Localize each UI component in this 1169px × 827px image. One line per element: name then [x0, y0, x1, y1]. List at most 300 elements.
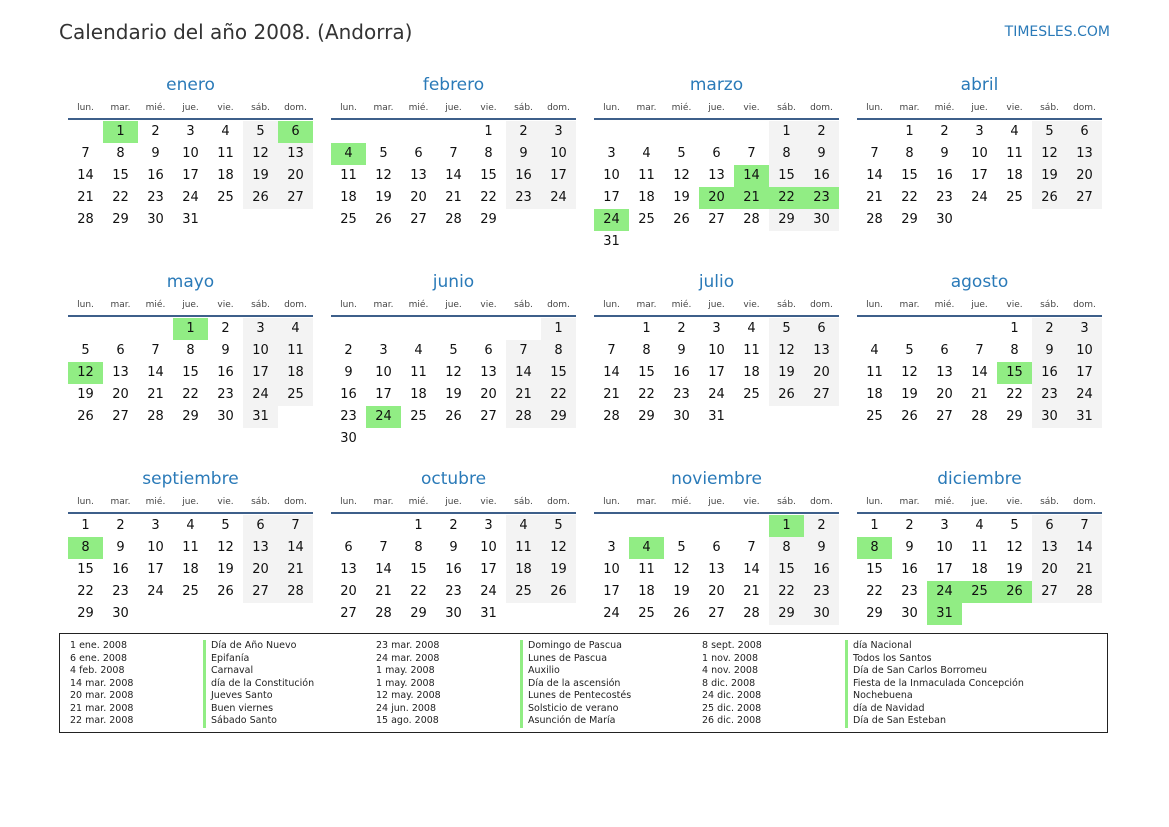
day-cell: 5	[449, 343, 458, 358]
holiday-day-cell: 24	[594, 209, 629, 231]
day-cell: 2	[449, 518, 458, 533]
day-cell: 29	[182, 409, 199, 424]
holiday-day-cell: 22	[769, 187, 804, 209]
holiday-day-cell: 26	[997, 581, 1032, 603]
weekday-label: sáb.	[514, 497, 533, 507]
day-cell: 3	[151, 518, 160, 533]
day-cell: 29	[866, 606, 883, 621]
legend-date: 24 dic. 2008	[702, 690, 762, 701]
legend-holiday-name: Domingo de Pascua	[520, 640, 631, 653]
day-cell: 12	[445, 365, 462, 380]
day-cell: 20	[708, 584, 725, 599]
day-cell: 6	[243, 515, 278, 537]
day-cell: 8	[116, 146, 125, 161]
weekday-header	[68, 492, 313, 514]
weekday-label: vie.	[743, 497, 760, 507]
weekday-label: mar.	[636, 300, 657, 310]
day-cell: 8	[769, 143, 804, 165]
weekday-label: sáb.	[777, 103, 796, 113]
weekday-label: mié.	[145, 497, 166, 507]
day-cell: 5	[379, 146, 388, 161]
day-cell: 4	[975, 518, 984, 533]
day-cell: 18	[638, 584, 655, 599]
holiday-day-cell: 12	[68, 362, 103, 384]
day-cell: 15	[769, 165, 804, 187]
month-name: febrero	[422, 75, 485, 95]
weekday-label: sáb.	[514, 300, 533, 310]
month-name: agosto	[950, 272, 1009, 292]
day-cell: 18	[638, 190, 655, 205]
day-cell: 30	[804, 603, 839, 625]
day-cell: 16	[340, 387, 357, 402]
empty-cell	[366, 318, 401, 340]
day-cell: 26	[243, 187, 278, 209]
day-cell: 7	[607, 343, 616, 358]
weekday-header	[331, 492, 576, 514]
holiday-day-cell: 6	[278, 121, 313, 143]
day-cell: 12	[901, 365, 918, 380]
day-cell: 18	[866, 387, 883, 402]
day-cell: 28	[77, 212, 94, 227]
brand-link[interactable]: TIMESLES.COM	[1004, 24, 1110, 40]
day-cell: 26	[445, 409, 462, 424]
day-cell: 29	[410, 606, 427, 621]
legend-date: 26 dic. 2008	[702, 715, 762, 726]
day-cell: 9	[221, 343, 230, 358]
weekday-header	[68, 98, 313, 120]
legend-date: 21 mar. 2008	[70, 702, 134, 714]
holiday-day-cell: 23	[804, 187, 839, 209]
legend-date-column	[70, 640, 133, 728]
day-cell: 30	[804, 209, 839, 231]
day-grid	[857, 318, 1102, 428]
weekday-label: dom.	[547, 103, 570, 113]
day-cell: 6	[414, 146, 423, 161]
weekday-label: mar.	[373, 103, 394, 113]
day-cell: 15	[112, 168, 129, 183]
weekday-label: jue.	[971, 103, 988, 113]
weekday-label: dom.	[810, 103, 833, 113]
day-cell: 3	[712, 321, 721, 336]
day-cell: 4	[414, 343, 423, 358]
empty-cell	[138, 318, 173, 340]
empty-cell	[401, 318, 436, 340]
weekday-label: dom.	[547, 300, 570, 310]
day-cell: 16	[506, 165, 541, 187]
day-cell: 13	[708, 168, 725, 183]
day-cell: 6	[712, 540, 721, 555]
day-cell: 13	[708, 562, 725, 577]
month-name: enero	[166, 75, 215, 95]
day-cell: 9	[116, 540, 125, 555]
month-name: octubre	[420, 469, 487, 489]
legend-holiday-name: Asunción de María	[520, 715, 631, 728]
day-cell: 6	[712, 146, 721, 161]
day-grid	[857, 515, 1102, 625]
weekday-label: sáb.	[251, 300, 270, 310]
day-cell: 28	[743, 212, 760, 227]
month-name: junio	[432, 272, 475, 292]
legend-holiday-name: Nochebuena	[845, 690, 1024, 703]
empty-cell	[857, 121, 892, 143]
day-cell: 7	[81, 146, 90, 161]
day-grid	[68, 121, 313, 231]
day-cell: 14	[971, 365, 988, 380]
day-cell: 14	[445, 168, 462, 183]
weekday-label: mar.	[373, 497, 394, 507]
month-julio	[594, 269, 839, 466]
day-cell: 2	[116, 518, 125, 533]
day-cell: 14	[866, 168, 883, 183]
weekday-label: mié.	[408, 300, 429, 310]
day-cell: 6	[1032, 515, 1067, 537]
empty-cell	[594, 121, 629, 143]
empty-cell	[366, 121, 401, 143]
weekday-label: mié.	[934, 103, 955, 113]
day-cell: 2	[344, 343, 353, 358]
day-cell: 24	[182, 190, 199, 205]
empty-cell	[699, 515, 734, 537]
weekday-label: jue.	[445, 300, 462, 310]
empty-cell	[331, 121, 366, 143]
day-cell: 16	[217, 365, 234, 380]
holiday-legend	[59, 633, 1108, 733]
day-cell: 8	[414, 540, 423, 555]
day-cell: 20	[278, 165, 313, 187]
legend-date: 4 nov. 2008	[702, 665, 758, 676]
day-cell: 22	[541, 384, 576, 406]
day-cell: 27	[480, 409, 497, 424]
month-junio	[331, 269, 576, 466]
legend-name-column	[203, 640, 314, 728]
day-cell: 12	[1032, 143, 1067, 165]
day-cell: 12	[1006, 540, 1023, 555]
weekday-label: lun.	[603, 300, 620, 310]
day-cell: 27	[112, 409, 129, 424]
day-cell: 6	[344, 540, 353, 555]
day-cell: 3	[379, 343, 388, 358]
legend-holiday-name: Epifanía	[203, 653, 314, 666]
day-cell: 29	[480, 212, 497, 227]
day-cell: 17	[147, 562, 164, 577]
empty-cell	[401, 121, 436, 143]
day-cell: 21	[866, 190, 883, 205]
empty-cell	[68, 318, 103, 340]
day-cell: 17	[603, 190, 620, 205]
day-cell: 3	[1067, 318, 1102, 340]
day-cell: 15	[480, 168, 497, 183]
day-cell: 25	[638, 212, 655, 227]
day-cell: 13	[936, 365, 953, 380]
weekday-label: vie.	[1006, 103, 1023, 113]
day-cell: 7	[975, 343, 984, 358]
legend-holiday-name: Solsticio de verano	[520, 703, 631, 716]
holiday-day-cell: 14	[734, 165, 769, 187]
legend-holiday-name: Lunes de Pentecostés	[520, 690, 631, 703]
day-cell: 15	[410, 562, 427, 577]
day-cell: 1	[642, 321, 651, 336]
day-cell: 13	[243, 537, 278, 559]
day-cell: 7	[747, 540, 756, 555]
legend-date: 12 may. 2008	[376, 690, 441, 701]
month-name: mayo	[166, 272, 215, 292]
day-cell: 17	[541, 165, 576, 187]
day-cell: 3	[940, 518, 949, 533]
holiday-day-cell: 25	[962, 581, 997, 603]
legend-holiday-name: Carnaval	[203, 665, 314, 678]
day-cell: 30	[901, 606, 918, 621]
day-cell: 21	[77, 190, 94, 205]
day-cell: 13	[1032, 537, 1067, 559]
day-cell: 17	[936, 562, 953, 577]
day-cell: 6	[804, 318, 839, 340]
legend-date: 24 mar. 2008	[376, 652, 440, 664]
day-cell: 5	[1010, 518, 1019, 533]
empty-cell	[436, 121, 471, 143]
day-cell: 22	[1006, 387, 1023, 402]
day-cell: 28	[375, 606, 392, 621]
holiday-day-cell: 4	[629, 537, 664, 559]
day-cell: 26	[1032, 187, 1067, 209]
day-cell: 30	[1032, 406, 1067, 428]
day-cell: 25	[638, 606, 655, 621]
day-cell: 12	[375, 168, 392, 183]
legend-holiday-name: Jueves Santo	[203, 690, 314, 703]
weekday-label: mar.	[110, 300, 131, 310]
day-cell: 16	[673, 365, 690, 380]
day-grid	[594, 121, 839, 253]
day-grid	[331, 121, 576, 231]
day-cell: 4	[870, 343, 879, 358]
day-cell: 11	[182, 540, 199, 555]
weekday-label: lun.	[340, 497, 357, 507]
month-name: septiembre	[142, 469, 239, 489]
day-cell: 10	[1067, 340, 1102, 362]
day-cell: 14	[278, 537, 313, 559]
weekday-label: jue.	[708, 103, 725, 113]
day-cell: 14	[506, 362, 541, 384]
day-cell: 19	[769, 362, 804, 384]
day-cell: 17	[375, 387, 392, 402]
day-cell: 27	[243, 581, 278, 603]
day-cell: 12	[217, 540, 234, 555]
weekday-header	[857, 295, 1102, 317]
weekday-label: vie.	[217, 300, 234, 310]
day-cell: 6	[116, 343, 125, 358]
day-cell: 2	[1032, 318, 1067, 340]
day-cell: 22	[480, 190, 497, 205]
weekday-label: mar.	[899, 300, 920, 310]
weekday-header	[331, 98, 576, 120]
legend-holiday-name: día Nacional	[845, 640, 1024, 653]
day-cell: 10	[375, 365, 392, 380]
weekday-label: sáb.	[777, 300, 796, 310]
day-cell: 10	[182, 146, 199, 161]
month-name: diciembre	[937, 469, 1022, 489]
day-cell: 7	[379, 540, 388, 555]
legend-date: 14 mar. 2008	[70, 677, 134, 689]
day-cell: 23	[445, 584, 462, 599]
day-cell: 21	[971, 387, 988, 402]
day-cell: 10	[480, 540, 497, 555]
day-cell: 2	[221, 321, 230, 336]
day-cell: 23	[340, 409, 357, 424]
day-cell: 16	[804, 165, 839, 187]
day-cell: 19	[243, 165, 278, 187]
day-cell: 9	[940, 146, 949, 161]
day-cell: 18	[278, 362, 313, 384]
day-cell: 26	[375, 212, 392, 227]
day-cell: 1	[1010, 321, 1019, 336]
day-cell: 10	[603, 562, 620, 577]
day-cell: 12	[243, 143, 278, 165]
day-cell: 5	[677, 540, 686, 555]
weekday-label: dom.	[810, 497, 833, 507]
empty-cell	[892, 318, 927, 340]
day-cell: 20	[243, 559, 278, 581]
day-grid	[331, 515, 576, 625]
weekday-label: mié.	[408, 103, 429, 113]
month-agosto	[857, 269, 1102, 466]
weekday-header	[331, 295, 576, 317]
day-cell: 11	[743, 343, 760, 358]
day-cell: 28	[866, 212, 883, 227]
legend-date: 1 may. 2008	[376, 665, 435, 676]
day-cell: 28	[1067, 581, 1102, 603]
day-cell: 11	[971, 540, 988, 555]
day-cell: 23	[147, 190, 164, 205]
day-cell: 17	[480, 562, 497, 577]
empty-cell	[962, 318, 997, 340]
day-cell: 29	[638, 409, 655, 424]
day-cell: 15	[182, 365, 199, 380]
day-cell: 31	[480, 606, 497, 621]
month-name: marzo	[689, 75, 744, 95]
day-cell: 18	[1006, 168, 1023, 183]
weekday-label: mar.	[373, 300, 394, 310]
day-cell: 23	[804, 581, 839, 603]
day-cell: 8	[1010, 343, 1019, 358]
weekday-label: lun.	[866, 497, 883, 507]
day-cell: 20	[410, 190, 427, 205]
day-cell: 9	[804, 537, 839, 559]
day-cell: 17	[243, 362, 278, 384]
day-cell: 19	[673, 190, 690, 205]
legend-date: 8 dic. 2008	[702, 677, 756, 689]
weekday-label: vie.	[217, 103, 234, 113]
day-cell: 17	[182, 168, 199, 183]
day-cell: 24	[708, 387, 725, 402]
day-cell: 22	[901, 190, 918, 205]
weekday-label: mié.	[671, 300, 692, 310]
day-cell: 10	[936, 540, 953, 555]
day-cell: 29	[901, 212, 918, 227]
day-cell: 14	[603, 365, 620, 380]
day-cell: 8	[642, 343, 651, 358]
day-cell: 11	[410, 365, 427, 380]
weekday-label: lun.	[77, 103, 94, 113]
month-name: abril	[960, 75, 999, 95]
day-cell: 24	[1067, 384, 1102, 406]
day-cell: 29	[77, 606, 94, 621]
weekday-label: jue.	[445, 497, 462, 507]
day-cell: 7	[747, 146, 756, 161]
weekday-header	[594, 492, 839, 514]
legend-holiday-name: Día de San Carlos Borromeu	[845, 665, 1024, 678]
empty-cell	[734, 515, 769, 537]
day-cell: 20	[1032, 559, 1067, 581]
weekday-label: mar.	[636, 497, 657, 507]
day-cell: 26	[901, 409, 918, 424]
legend-date: 23 mar. 2008	[376, 640, 440, 651]
day-cell: 28	[278, 581, 313, 603]
day-cell: 24	[541, 187, 576, 209]
day-cell: 10	[603, 168, 620, 183]
day-cell: 1	[414, 518, 423, 533]
holiday-day-cell: 4	[331, 143, 366, 165]
day-cell: 20	[936, 387, 953, 402]
day-cell: 26	[673, 212, 690, 227]
empty-cell	[629, 515, 664, 537]
day-cell: 9	[905, 540, 914, 555]
empty-cell	[664, 121, 699, 143]
day-cell: 25	[1006, 190, 1023, 205]
day-cell: 15	[77, 562, 94, 577]
day-grid	[857, 121, 1102, 231]
day-grid	[68, 515, 313, 625]
day-cell: 14	[77, 168, 94, 183]
weekday-label: dom.	[547, 497, 570, 507]
day-cell: 13	[1067, 143, 1102, 165]
day-cell: 3	[541, 121, 576, 143]
day-cell: 27	[340, 606, 357, 621]
legend-holiday-name: día de Navidad	[845, 703, 1024, 716]
day-cell: 27	[1067, 187, 1102, 209]
day-cell: 16	[147, 168, 164, 183]
weekday-header	[594, 98, 839, 120]
day-cell: 11	[217, 146, 234, 161]
legend-holiday-name: Día de Año Nuevo	[203, 640, 314, 653]
day-cell: 24	[243, 384, 278, 406]
month-abril	[857, 72, 1102, 269]
day-cell: 20	[340, 584, 357, 599]
day-cell: 2	[804, 121, 839, 143]
weekday-label: mié.	[408, 497, 429, 507]
day-cell: 30	[112, 606, 129, 621]
day-cell: 16	[1032, 362, 1067, 384]
day-cell: 4	[1010, 124, 1019, 139]
legend-date-column	[376, 640, 441, 728]
day-cell: 28	[603, 409, 620, 424]
day-cell: 28	[445, 212, 462, 227]
legend-date: 6 ene. 2008	[70, 652, 127, 664]
day-cell: 3	[607, 146, 616, 161]
day-cell: 25	[743, 387, 760, 402]
day-cell: 12	[673, 168, 690, 183]
day-cell: 26	[769, 384, 804, 406]
day-cell: 9	[344, 365, 353, 380]
day-cell: 18	[340, 190, 357, 205]
legend-holiday-name: Día de la ascensión	[520, 678, 631, 691]
day-cell: 18	[506, 559, 541, 581]
day-cell: 12	[769, 340, 804, 362]
legend-name-column	[520, 640, 631, 728]
legend-holiday-name: Lunes de Pascua	[520, 653, 631, 666]
month-name: noviembre	[671, 469, 762, 489]
day-cell: 13	[804, 340, 839, 362]
day-cell: 5	[677, 146, 686, 161]
day-cell: 18	[743, 365, 760, 380]
